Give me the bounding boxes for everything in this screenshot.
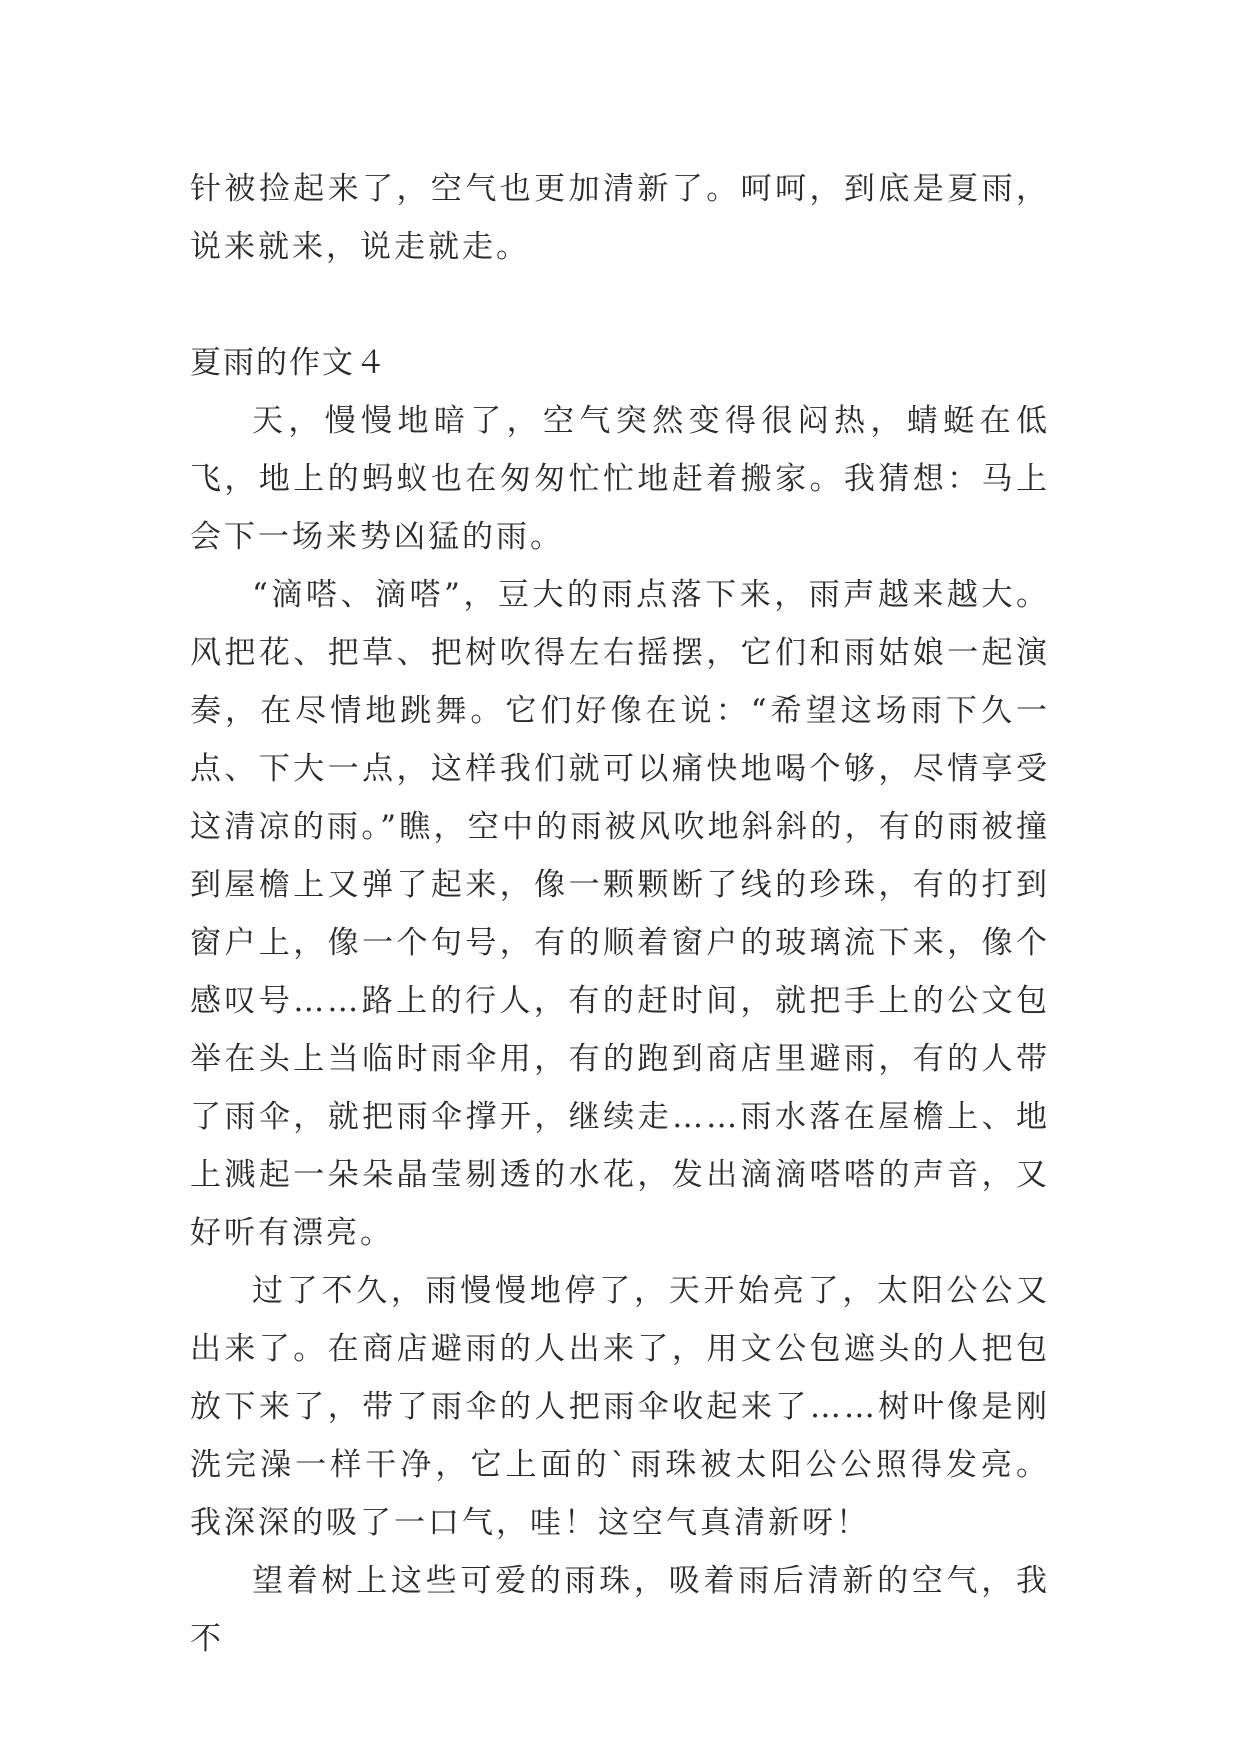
- paragraph-1: 天，慢慢地暗了，空气突然变得很闷热，蜻蜓在低飞，地上的蚂蚁也在匆匆忙忙地赶着搬家。我猜想：马上会下一场来势凶猛的雨。: [190, 403, 1050, 555]
- paragraph-spacer: [190, 276, 1050, 334]
- paragraph-3: 过了不久，雨慢慢地停了，天开始亮了，太阳公公又出来了。在商店避雨的人出来了，用文公包遮头的人把包放下来了，带了雨伞的人把雨伞收起来了……树叶像是刚洗完澡一样干净，它上面的`雨珠被太阳公公照得发亮。我深深的吸了一口气，哇！这空气真清新呀！: [190, 1273, 1050, 1541]
- section-title: 夏雨的作文４: [190, 345, 388, 381]
- document-body: [190, 160, 1050, 1668]
- continuation-paragraph: 针被捡起来了，空气也更加清新了。呵呵，到底是夏雨，说来就来，说走就走。: [190, 171, 1050, 265]
- paragraph-2: “滴嗒、滴嗒”，豆大的雨点落下来，雨声越来越大。风把花、把草、把树吹得左右摇摆，它们和雨姑娘一起演奏，在尽情地跳舞。它们好像在说：“希望这场雨下久一点、下大一点，这样我们就可以痛快地喝个够，尽情享受这清凉的雨。”瞧，空中的雨被风吹地斜斜的，有的雨被撞到屋檐上又弹了起来，像一颗颗断了线的珍珠，有的打到窗户上，像一个句号，有的顺着窗户的玻璃流下来，像个感叹号……路上的行人，有的赶时间，就把手上的公文包举在头上当临时雨伞用，有的跑到商店里避雨，有的人带了雨伞，就把雨伞撑开，继续走……雨水落在屋檐上、地上溅起一朵朵晶莹剔透的水花，发出滴滴嗒嗒的声音，又好听有漂亮。: [190, 577, 1050, 1251]
- paragraph-4: 望着树上这些可爱的雨珠，吸着雨后清新的空气，我不: [190, 1563, 1050, 1657]
